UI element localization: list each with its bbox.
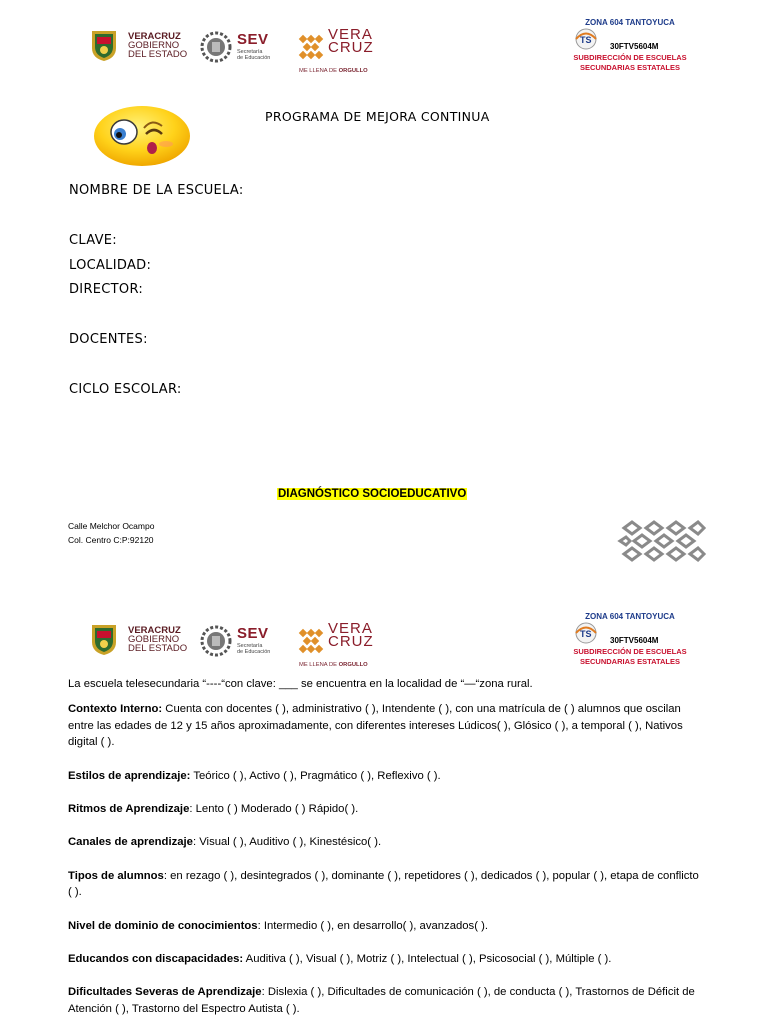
gobierno-veracruz-logo — [88, 28, 188, 64]
gobierno-line-1: VERACRUZ — [128, 625, 181, 636]
diagnostico-heading: DIAGNÓSTICO SOCIOEDUCATIVO — [278, 488, 467, 500]
subdireccion-line-2: SECUNDARIAS ESTATALES — [579, 657, 680, 666]
header-logos — [0, 14, 768, 84]
veracruz-word-2: CRUZ — [328, 39, 374, 56]
field-director: DIRECTOR: — [69, 282, 144, 297]
veracruz-wordmark — [328, 28, 374, 54]
zona-block — [560, 14, 700, 84]
tagline-pre: ME LLENA DE — [299, 68, 338, 74]
section-label: Contexto Interno: — [68, 702, 163, 715]
section-text: Auditiva ( ), Visual ( ), Motriz ( ), Intelectual ( ), Psicosocial ( ), Múltiple ( ). — [243, 952, 612, 965]
field-localidad: LOCALIDAD: — [69, 258, 152, 273]
subdireccion-text — [560, 647, 700, 667]
veracruz-word-1: VERA — [328, 620, 373, 637]
gobierno-line-2: GOBIERNO — [128, 634, 180, 645]
zona-clave: 30FTV5604M — [610, 42, 659, 51]
sev-subtitle — [237, 49, 270, 61]
section-text: : en rezago ( ), desintegrados ( ), dominante ( ), repetidores ( ), dedicados ( ), popular ( ), etapa de conflicto ( ). — [68, 869, 699, 899]
zona-block — [560, 608, 700, 678]
tagline-pre: ME LLENA DE — [299, 662, 338, 668]
section-canales-aprendizaje — [68, 834, 704, 851]
tagline-bold: ORGULLO — [338, 662, 368, 668]
gobierno-line-2: GOBIERNO — [128, 40, 180, 51]
section-tipos-alumnos — [68, 868, 704, 902]
ts-logo-icon — [572, 28, 600, 50]
section-label: Dificultades Severas de Aprendizaje — [68, 986, 262, 999]
section-label: Nivel de dominio de conocimientos — [68, 919, 258, 932]
field-docentes: DOCENTES: — [69, 332, 148, 347]
gobierno-text — [128, 32, 187, 59]
veracruz-seal-icon — [88, 28, 120, 62]
section-text: Cuenta con docentes ( ), administrativo ( ), Intendente ( ), con una matrícula de ( ) alumnos que oscilan entre las edades de 12 y 15 años aproximadamente, con diferentes intereses Lúdicos( ), Glósico ( ), a temporal ( ), Nativos digital ( ). — [68, 702, 683, 749]
section-estilos-aprendizaje — [68, 768, 704, 785]
gobierno-text — [128, 626, 187, 653]
address-line-1: Calle Melchor Ocampo — [68, 521, 155, 531]
sev-title: SEV — [237, 31, 269, 48]
sev-subtitle — [237, 643, 270, 655]
veracruz-orgullo-logo — [298, 28, 388, 78]
section-dificultades-severas — [68, 984, 704, 1018]
sev-sub-1: Secretaría — [237, 643, 263, 649]
greca-pattern-icon — [616, 518, 706, 564]
section-label: Educandos con discapacidades: — [68, 952, 244, 965]
zona-clave: 30FTV5604M — [610, 636, 659, 645]
field-ciclo-escolar: CICLO ESCOLAR: — [69, 382, 182, 397]
ts-logo-icon — [572, 622, 600, 644]
field-nombre-escuela: NOMBRE DE LA ESCUELA: — [69, 183, 244, 198]
section-text: Teórico ( ), Activo ( ), Pragmático ( ), Reflexivo ( ). — [190, 769, 441, 782]
sev-title: SEV — [237, 625, 269, 642]
gobierno-line-1: VERACRUZ — [128, 31, 181, 42]
address-line-2: Col. Centro C:P:92120 — [68, 534, 154, 545]
page-title: PROGRAMA DE MEJORA CONTINUA — [265, 109, 490, 124]
section-text: : Visual ( ), Auditivo ( ), Kinestésico( ). — [192, 836, 382, 849]
section-label: Canales de aprendizaje — [68, 836, 193, 849]
sev-logo — [200, 30, 290, 64]
zona-title: ZONA 604 TANTOYUCA — [585, 18, 675, 27]
field-clave: CLAVE: — [69, 233, 117, 248]
mexico-shield-icon — [200, 624, 232, 658]
section-ritmos-aprendizaje — [68, 801, 704, 818]
subdireccion-line-1: SUBDIRECCIÓN DE ESCUELAS — [573, 647, 687, 656]
ts-logo-text: TS — [580, 629, 592, 639]
diagnostic-body — [68, 676, 704, 1034]
header-logos-page-2 — [0, 608, 768, 678]
tagline-bold: ORGULLO — [338, 68, 368, 74]
veracruz-orgullo-logo — [298, 622, 388, 672]
subdireccion-line-1: SUBDIRECCIÓN DE ESCUELAS — [573, 53, 687, 62]
mexico-shield-icon — [200, 30, 232, 64]
zona-title: ZONA 604 TANTOYUCA — [585, 612, 675, 621]
veracruz-tagline — [299, 68, 368, 74]
gobierno-line-3: DEL ESTADO — [128, 49, 188, 60]
veracruz-seal-icon — [88, 622, 120, 656]
veracruz-mark-icon — [298, 34, 324, 60]
section-contexto-interno — [68, 701, 704, 751]
section-text: : Dislexia ( ), Dificultades de comunicación ( ), de conducta ( ), Trastornos de Déficit de Atención ( ), Trastorno del Espectro Autista ( ). — [68, 986, 695, 1016]
intro-paragraph: La escuela telesecundaria “----“con clave: ___ se encuentra en la localidad de “—“zona rural. — [68, 678, 533, 690]
section-nivel-dominio — [68, 918, 704, 935]
sev-sub-1: Secretaría — [237, 49, 263, 55]
subdireccion-line-2: SECUNDARIAS ESTATALES — [579, 63, 680, 72]
section-label: Estilos de aprendizaje: — [68, 769, 191, 782]
section-text: : Lento ( ) Moderado ( ) Rápido( ). — [189, 802, 359, 815]
section-text: : Intermedio ( ), en desarrollo( ), avanzados( ). — [257, 919, 489, 932]
veracruz-word-2: CRUZ — [328, 633, 374, 650]
subdireccion-text — [560, 53, 700, 73]
gobierno-veracruz-logo — [88, 622, 188, 658]
ts-logo-text: TS — [580, 35, 592, 45]
veracruz-tagline — [299, 662, 368, 668]
veracruz-word-1: VERA — [328, 26, 373, 43]
section-label: Ritmos de Aprendizaje — [68, 802, 190, 815]
sev-sub-2: de Educación — [237, 649, 271, 655]
section-label: Tipos de alumnos — [68, 869, 164, 882]
veracruz-wordmark — [328, 622, 374, 648]
address-block — [68, 520, 154, 547]
winking-face-icon — [90, 104, 194, 168]
gobierno-line-3: DEL ESTADO — [128, 643, 188, 654]
section-discapacidades — [68, 951, 704, 968]
sev-logo — [200, 624, 290, 658]
veracruz-mark-icon — [298, 628, 324, 654]
sev-sub-2: de Educación — [237, 55, 271, 61]
